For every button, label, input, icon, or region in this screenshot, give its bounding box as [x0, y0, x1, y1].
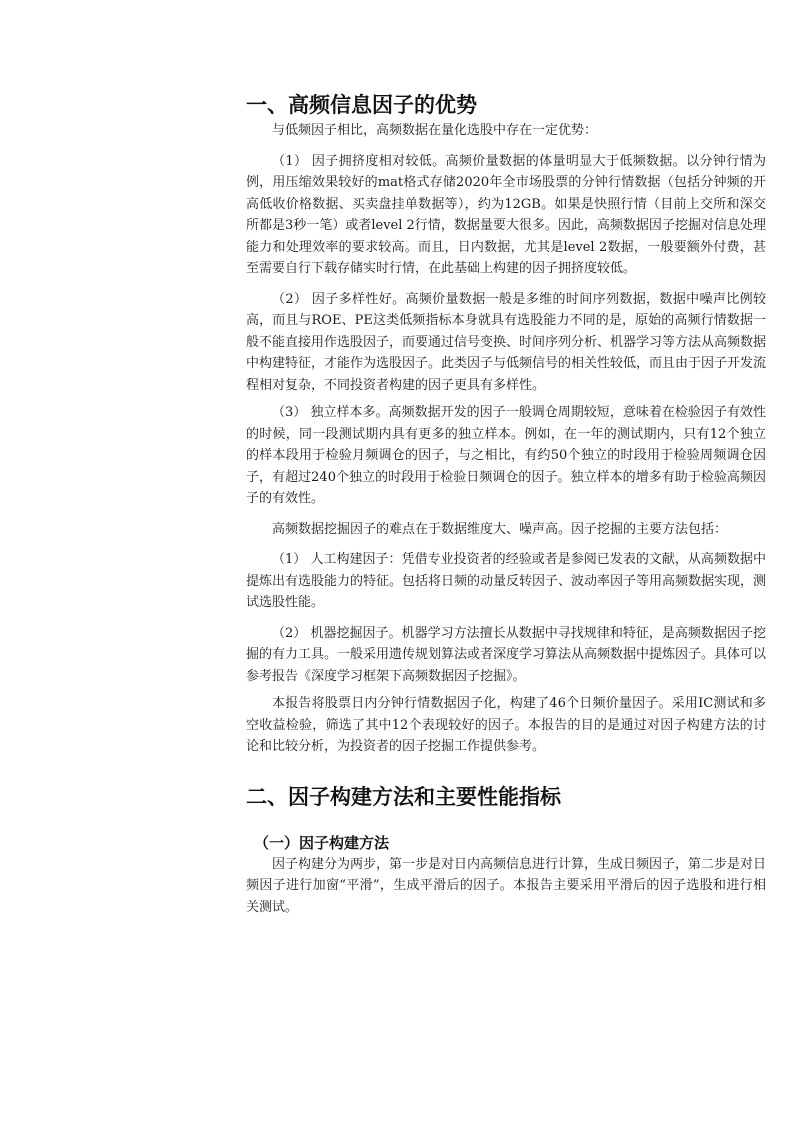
paragraph-machine-factor: （2） 机器挖掘因子。机器学习方法擅长从数据中寻找规律和特征，是高频数据因子挖掘的有力工具。一般采用遗传规划算法或者深度学习算法从高频数据中提炼因子。具体可以参考报告《深度学习框架下高频数据因子挖掘》。 [246, 625, 767, 684]
paragraph-difficulty: 高频数据挖掘因子的难点在于数据维度大、噪声高。因子挖掘的主要方法包括： [272, 521, 728, 537]
section-title-advantages: 一、高频信息因子的优势 [246, 92, 477, 117]
paragraph-diversity: （2） 因子多样性好。高频价量数据一般是多维的时间序列数据，数据中噪声比例较高，而且与ROE、PE这类低频指标本身就具有选股能力不同的是，原始的高频行情数据一般不能直接用作选股因子，而要通过信号变换、时间序列分析、机器学习等方法从高频数据中构建特征，才能作为选股因子。此类因子与低频信号的相关性较低，而且由于因子开发流程相对复杂，不同投资者构建的因子更具有多样性。 [246, 291, 767, 393]
section-title-construction: 二、因子构建方法和主要性能指标 [246, 783, 561, 809]
paragraph-samples: （3） 独立样本多。高频数据开发的因子一般调仓周期较短，意味着在检验因子有效性的时候，同一段测试期内具有更多的独立样本。例如，在一年的测试期内，只有12个独立的样本段用于检验月频调仓的因子，与之相比，有约50个独立的时段用于检验周频调仓因子，有超过240个独立的时段用于检验日频调仓的因子。独立样本的增多有助于检验高频因子的有效性。 [246, 405, 766, 506]
subsection-title-method: （一）因子构建方法 [254, 833, 390, 852]
paragraph-intro: 与低频因子相比，高频数据在量化选股中存在一定优势： [272, 123, 598, 138]
paragraph-report-summary: 本报告将股票日内分钟行情数据因子化，构建了46个日频价量因子。采用IC测试和多空收益检验，筛选了其中12个表现较好的因子。本报告的目的是通过对因子构建方法的讨论和比较分析，为投资者的因子挖掘工作提供参考。 [246, 696, 766, 754]
paragraph-manual-factor: （1） 人工构建因子：凭借专业投资者的经验或者是参阅已发表的文献，从高频数据中提炼出有选股能力的特征。包括将日频的动量反转因子、波动率因子等用高频数据实现，测试选股性能。 [246, 552, 767, 610]
document-page [246, 90, 766, 918]
paragraph-crowding: （1） 因子拥挤度相对较低。高频价量数据的体量明显大于低频数据。以分钟行情为例，用压缩效果较好的mat格式存储2020年全市场股票的分钟行情数据（包括分钟频的开高低收价格数据、买卖盘挂单数据等），约为12GB。如果是快照行情（目前上交所和深交所都是3秒一笔）或者level 2行情，数据量要大很多。因此，高频数据因子挖掘对信息处理能力和处理效率的要求较高。而且，日内数据，尤其是level 2数据，一般要额外付费，甚至需要自行下载存储实时行情，在此基础上构建的因子拥挤度较低。 [246, 153, 766, 276]
paragraph-construction-steps: 因子构建分为两步，第一步是对日内高频信息进行计算，生成日频因子，第二步是对日频因子进行加窗“平滑”，生成平滑后的因子。本报告主要采用平滑后的因子选股和进行相关测试。 [246, 856, 767, 915]
